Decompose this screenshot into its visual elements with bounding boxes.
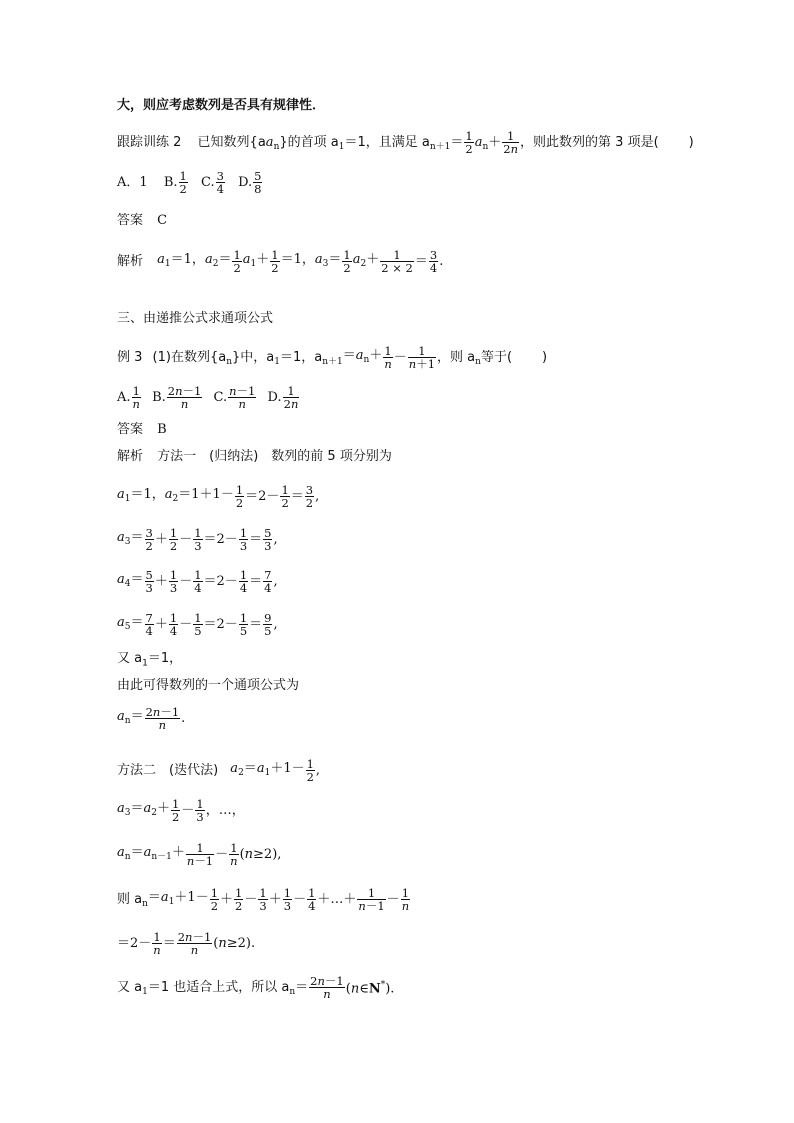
practice-analysis-label: 解析 [117, 253, 144, 269]
practice-option-d: D. [238, 174, 253, 190]
example3-part: (1)在数列{a [152, 349, 227, 365]
method2-label: 方法二 (迭代法) [117, 762, 219, 778]
example3-option-b: B. [152, 389, 166, 405]
practice-answer-label: 答案 [117, 213, 144, 228]
again-tail: ＝1， [147, 651, 183, 666]
example3-answer [117, 421, 167, 440]
again2-tail: ＝1 也适合上式，所以 a [147, 979, 290, 995]
example3-option-c: C. [213, 389, 228, 405]
method1-text: 方法一 (归纳法) 数列的前 5 项分别为 [157, 449, 392, 464]
practice-analysis: 解析 $a_1=1$，$a_2=$ $\frac{1}{2}$ $a_1+$ $\frac{1}{2}$ ＝1，$a_3=$ $\frac{1}{2}$ $a_2+$ $\frac{1}{2 \times 2}$ ＝ $\frac{3}{4}$ . [117, 248, 444, 275]
practice-text-a: 已知数列{a [197, 134, 266, 150]
example3-question: 例 3 (1)在数列$\{a_n\}$中，$a_1=1$，$a_{n+1}=a_n+$ $\frac{1}{n}$ － $\frac{1}{n+1}$ ，则 $a_n$等于( ) [117, 344, 548, 371]
formula-a4: $a_4=$ $\frac{5}{3}$ ＋ $\frac{1}{3}$ － $\frac{1}{4}$ ＝2－ $\frac{1}{4}$ ＝ $\frac{7}{4}$ , [117, 568, 278, 595]
thus-text: 由此可得数列的一个通项公式为 [117, 678, 300, 693]
practice-text-end: ) [688, 134, 694, 150]
example3-options: A. $\frac{1}{n}$ B. $\frac{2n-1}{n}$ C. $\frac{n-1}{n}$ D. $\frac{1}{2n}$ [117, 384, 299, 411]
formula-a2: $a_1=1$，$a_2=1+1-$ $\frac{1}{2}$ ＝2－ $\frac{1}{2}$ ＝ $\frac{3}{2}$ , [117, 483, 320, 510]
example3-eq1: ＝1，a [279, 349, 323, 365]
practice-option-c: C. [200, 174, 215, 190]
example3-option-a: A. [117, 389, 131, 405]
practice-text-b: }的首项 a [279, 134, 339, 150]
again2-label: 又 a [117, 979, 143, 995]
practice-label: 跟踪训练 2 [117, 134, 182, 150]
formula-iter-an: $a_n=a_{n-1}+$ $\frac{1}{n-1}$ － $\frac{1}{n}$ (n≥2), [117, 841, 282, 868]
practice-answer-value: C [157, 213, 168, 228]
practice-text-d: ，则此数列的第 3 项是( [520, 134, 659, 150]
example3-analysis-label: 解析 [117, 449, 144, 464]
practice-option-a: A．1 [117, 174, 148, 190]
formula-final: 又 $a_1=1$ 也适合上式，所以 $a_n=$ $\frac{2n-1}{n}$ (n∈N*). [117, 974, 395, 1001]
then-label: 则 a [117, 891, 143, 907]
intro-text: 大，则应考虑数列是否具有规律性． [117, 98, 326, 113]
example3-answer-label: 答案 [117, 422, 144, 437]
example3-option-d: D. [267, 389, 282, 405]
section-title: 三、由递推公式求通项公式 [117, 311, 274, 326]
formula-sum: 则 $a_n=a_1+1-$ $\frac{1}{2}$ ＋ $\frac{1}{2}$ － $\frac{1}{3}$ ＋ $\frac{1}{3}$ － $\frac{1}{4}$ ＋…＋ $\frac{1}{n-1}$ － $\frac{1}{n}$ [117, 886, 410, 913]
again-label: 又 a [117, 651, 143, 666]
practice-question: 跟踪训练 2 已知数列$\{aa_n\}$的首项 $a_1=1$，且满足 $a_{n+1}=$ $\frac{1}{2}$ $a_n+$ $\frac{1}{2n}$ ，则此数列的第 3 项是( ) [117, 129, 694, 156]
example3-tail2: 等于( [480, 349, 513, 365]
example3-analysis [117, 448, 392, 467]
formula-result: ＝2－ $\frac{1}{n}$ ＝ $\frac{2n-1}{n}$ (n≥2). [117, 930, 256, 957]
practice-option-b: B. [163, 174, 178, 190]
again-text: 又 $a_1=1$， [117, 651, 183, 669]
example3-label: 例 3 [117, 349, 143, 365]
example3-tail: ，则 a [437, 349, 476, 365]
formula-a5: $a_5=$ $\frac{7}{4}$ ＋ $\frac{1}{4}$ － $\frac{1}{5}$ ＝2－ $\frac{1}{5}$ ＝ $\frac{9}{5}$ , [117, 611, 278, 638]
practice-options: A．1 B. $\frac{1}{2}$ C. $\frac{3}{4}$ D. $\frac{5}{8}$ [117, 169, 262, 196]
example3-mid: }中，a [232, 349, 275, 365]
practice-answer [117, 212, 167, 231]
formula-iter-a3: $a_3=a_2+$ $\frac{1}{2}$ － $\frac{1}{3}$ ，…， [117, 797, 245, 824]
method2-line: 方法二 (迭代法) $a_2=a_1+1-$ $\frac{1}{2}$ , [117, 757, 321, 784]
example3-end: ) [542, 349, 548, 365]
practice-text-c: ＝1，且满足 a [344, 134, 430, 150]
example3-answer-value: B [157, 422, 167, 437]
formula-a3: $a_3=$ $\frac{3}{2}$ ＋ $\frac{1}{2}$ － $\frac{1}{3}$ ＝2－ $\frac{1}{3}$ ＝ $\frac{5}{3}$ , [117, 526, 278, 553]
formula-general: $a_n=$ $\frac{2n-1}{n}$ . [117, 705, 186, 732]
